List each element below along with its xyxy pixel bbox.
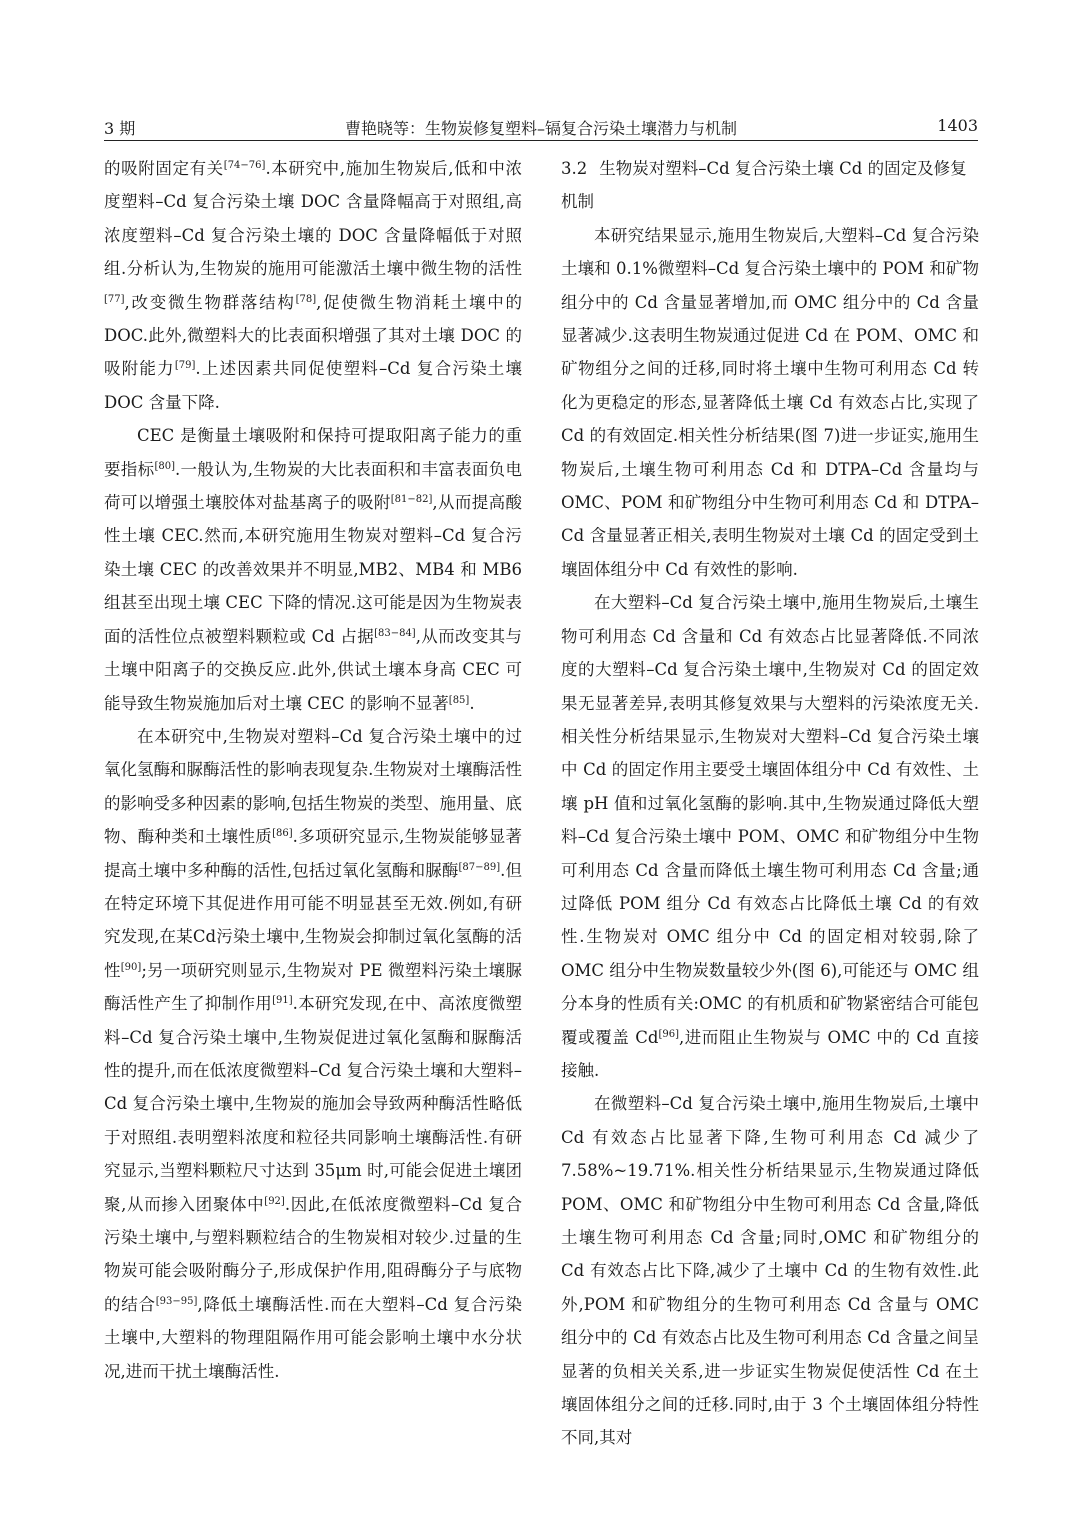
- left-column: [104, 152, 522, 1388]
- citation-ref: [86]: [272, 828, 293, 840]
- citation-ref: [80]: [154, 460, 175, 472]
- citation-ref: [78]: [295, 293, 317, 305]
- citation-ref: [93−95]: [155, 1295, 198, 1307]
- citation-ref: [91]: [272, 995, 293, 1007]
- paragraph: 在大塑料–Cd 复合污染土壤中,施用生物炭后,土壤生物可利用态 Cd 含量和 Cd 有效态占比显著降低.不同浓度的大塑料–Cd 复合污染土壤中,生物炭对 Cd 的固定效果无显著差异,表明其修复效果与大塑料的污染浓度无关.相关性分析结果显示,生物炭对大塑料–Cd 复合污染土壤中 Cd 的固定作用主要受土壤固体组分中 Cd 有效性、土壤 pH 值和过氧化氢酶的影响.其中,生物炭通过降低大塑料–Cd 复合污染土壤中 POM、OMC 和矿物组分中生物可利用态 Cd 含量而降低土壤生物可利用态 Cd 含量;通过降低 POM 组分 Cd 有效态占比降低土壤 Cd 的有效性.生物炭对 OMC 组分中 Cd 的固定相对较弱,除了 OMC 组分中生物炭数量较少外(图 6),可能还与 OMC 组分本身的性质有关:OMC 的有机质和矿物紧密结合可能包覆或覆盖 Cd[96],进而阻止生物炭与 OMC 中的 Cd 直接接触.: [561, 593, 979, 1080]
- paragraph: 的吸附固定有关[74−76].本研究中,施加生物炭后,低和中浓度塑料–Cd 复合污染土壤 DOC 含量降幅高于对照组,高浓度塑料–Cd 复合污染土壤的 DOC 含量降幅低于对照组.分析认为,生物炭的施用可能激活土壤中微生物的活性[77],改变微生物群落结构[78],促使微生物消耗土壤中的 DOC.此外,微塑料大的比表面积增强了其对土壤 DOC 的吸附能力[79].上述因素共同促使塑料–Cd 复合污染土壤 DOC 含量下降.: [104, 159, 523, 412]
- citation-ref: [90]: [120, 961, 142, 973]
- section-title: 生物炭对塑料–Cd 复合污染土壤 Cd 的固定及修复机制: [561, 159, 967, 212]
- paragraph: 在微塑料–Cd 复合污染土壤中,施用生物炭后,土壤中 Cd 有效态占比显著下降,生物可利用态 Cd 减少了 7.58%~19.71%.相关性分析结果显示,生物炭通过降低 POM、OMC 和矿物组分中生物可利用态 Cd 含量,降低土壤生物可利用态 Cd 含量;同时,OMC 和矿物组分的 Cd 有效态占比下降,减少了土壤中 Cd 的生物有效性.此外,POM 和矿物组分的生物可利用态 Cd 含量与 OMC 组分中的 Cd 有效态占比及生物可利用态 Cd 含量之间呈显著的负相关关系,进一步证实生物炭促使活性 Cd 在土壤固体组分之间的迁移.同时,由于 3 个土壤固体组分特性不同,其对: [561, 1094, 979, 1448]
- citation-ref: [85]: [448, 694, 470, 706]
- citation-ref: [74−76]: [223, 160, 266, 171]
- citation-ref: [83−84]: [374, 627, 416, 639]
- running-title: 曹艳晓等：生物炭修复塑料–镉复合污染土壤潜力与机制: [344, 119, 737, 138]
- paragraph: 在本研究中,生物炭对塑料–Cd 复合污染土壤中的过氧化氢酶和脲酶活性的影响表现复杂.生物炭对土壤酶活性的影响受多种因素的影响,包括生物炭的类型、施用量、底物、酶种类和土壤性质[86].多项研究显示,生物炭能够显著提高土壤中多种酶的活性,包括过氧化氢酶和脲酶[87−89].但在特定环境下其促进作用可能不明显甚至无效.例如,有研究发现,在某Cd污染土壤中,生物炭会抑制过氧化氢酶的活性[90];另一项研究则显示,生物炭对 PE 微塑料污染土壤脲酶活性产生了抑制作用[91].本研究发现,在中、高浓度微塑料–Cd 复合污染土壤中,生物炭促进过氧化氢酶和脲酶活性的提升,而在低浓度微塑料–Cd 复合污染土壤和大塑料–Cd 复合污染土壤中,生物炭的施加会导致两种酶活性略低于对照组.表明塑料浓度和粒径共同影响土壤酶活性.有研究显示,当塑料颗粒尺寸达到 35μm 时,可能会促进土壤团聚,从而掺入团聚体中[92].因此,在低浓度微塑料–Cd 复合污染土壤中,与塑料颗粒结合的生物炭相对较少.过量的生物炭可能会吸附酶分子,形成保护作用,阻碍酶分子与底物的结合[93−95],降低土壤酶活性.而在大塑料–Cd 复合污染土壤中,大塑料的物理阻隔作用可能会影响土壤中水分状况,进而干扰土壤酶活性.: [104, 726, 523, 1381]
- right-column: [561, 152, 979, 1455]
- citation-ref: [81−82]: [390, 494, 433, 506]
- paragraph: CEC 是衡量土壤吸附和保持可提取阳离子能力的重要指标[80].一般认为,生物炭的大比表面积和丰富表面负电荷可以增强土壤胶体对盐基离子的吸附[81−82],从而提高酸性土壤 CEC.然而,本研究施用生物炭对塑料–Cd 复合污染土壤 CEC 的改善效果并不明显,MB2、MB4 和 MB6 组甚至出现土壤 CEC 下降的情况.这可能是因为生物炭表面的活性位点被塑料颗粒或 Cd 占据[83−84],从而改变其与土壤中阳离子的交换反应.此外,供试土壤本身高 CEC 可能导致生物炭施加后对土壤 CEC 的影响不显著[85].: [104, 426, 523, 713]
- page-number: 1403: [937, 116, 978, 135]
- paragraph: 本研究结果显示,施用生物炭后,大塑料–Cd 复合污染土壤和 0.1%微塑料–Cd 复合污染土壤中的 POM 和矿物组分中的 Cd 含量显著增加,而 OMC 组分中的 Cd 含量显著减少.这表明生物炭通过促进 Cd 在 POM、OMC 和矿物组分之间的迁移,同时将土壤中生物可利用态 Cd 转化为更稳定的形态,显著降低土壤 Cd 有效态占比,实现了 Cd 的有效固定.相关性分析结果(图 7)进一步证实,施用生物炭后,土壤生物可利用态 Cd 和 DTPA–Cd 含量均与 OMC、POM 和矿物组分中生物可利用态 Cd 和 DTPA–Cd 含量显著正相关,表明生物炭对土壤 Cd 的固定受到土壤固体组分中 Cd 有效性的影响.: [561, 225, 979, 579]
- running-header: [104, 112, 978, 141]
- citation-ref: [96]: [658, 1028, 679, 1040]
- citation-ref: [92]: [264, 1195, 285, 1207]
- section-number: 3.2: [561, 159, 588, 178]
- citation-ref: [87−89]: [458, 861, 501, 873]
- issue-label: 3 期: [104, 119, 136, 138]
- section-heading: [561, 152, 979, 219]
- citation-ref: [77]: [104, 293, 125, 305]
- citation-ref: [79]: [174, 360, 196, 372]
